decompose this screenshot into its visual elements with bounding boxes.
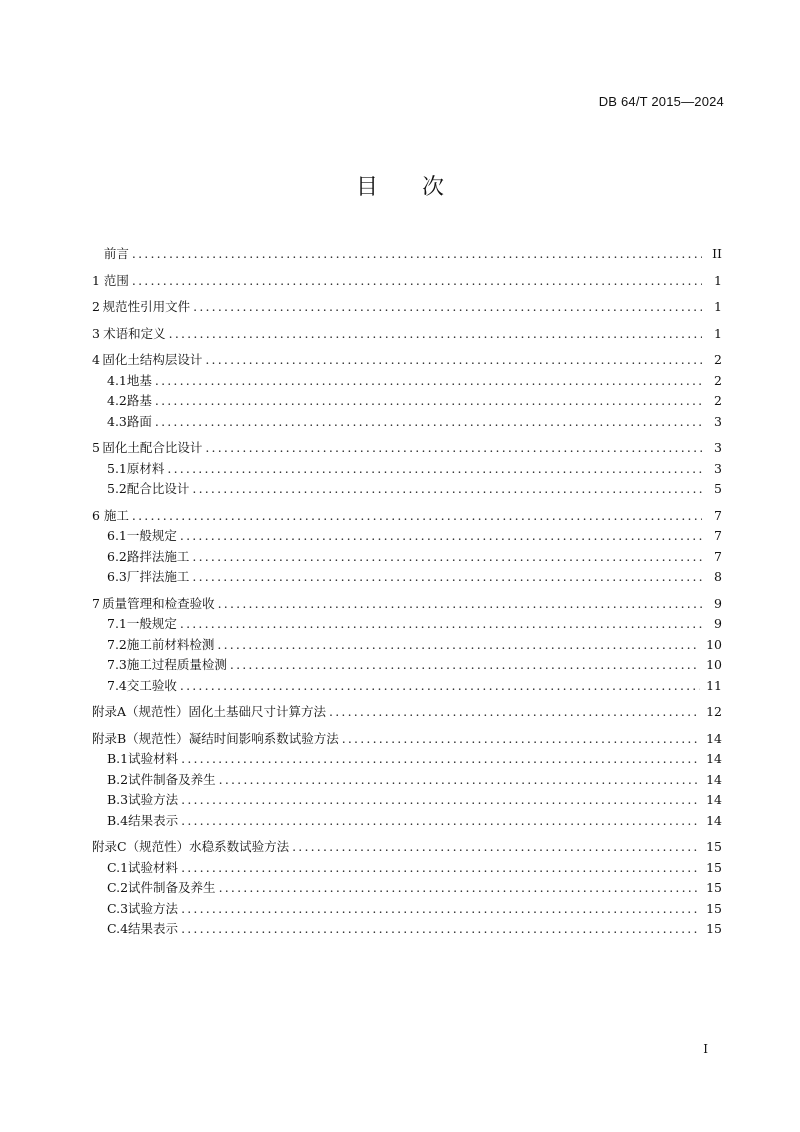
toc-entry-number: 2 xyxy=(92,299,100,314)
toc-entry-title: 厂拌法施工 xyxy=(126,569,190,584)
toc-entry-page: 15 xyxy=(706,900,722,916)
toc-entry-number: 7.1 xyxy=(107,616,127,631)
toc-entry-number: 6.2 xyxy=(107,548,127,564)
page-title-char: 目 xyxy=(355,175,378,200)
dot-leader xyxy=(230,655,700,676)
toc-entry-page: 15 xyxy=(706,859,722,875)
dot-leader xyxy=(180,676,700,697)
toc-entry-number: B.1 xyxy=(107,751,129,766)
toc-entry-title: 凝结时间影响系数试验方法 xyxy=(188,730,339,746)
dot-leader xyxy=(132,271,702,292)
dot-leader xyxy=(181,858,700,879)
toc-entry-title: 质量管理和检查验收 xyxy=(102,595,215,611)
toc-entry-title: 结果表示 xyxy=(128,812,179,828)
toc-entry-title: 固化土基础尺寸计算方法 xyxy=(188,704,327,719)
toc-entry-title: 一般规定 xyxy=(126,616,177,631)
toc-entry[interactable] xyxy=(92,459,722,480)
page-title-char: 次 xyxy=(422,175,445,200)
toc-entry[interactable] xyxy=(92,244,722,265)
toc-entry[interactable] xyxy=(92,526,722,547)
toc-entry[interactable] xyxy=(92,350,722,371)
toc-entry[interactable] xyxy=(92,858,722,879)
toc-entry-page: 12 xyxy=(706,704,722,719)
toc-entry-page: 7 xyxy=(714,548,722,564)
toc-entry-title: 施工 xyxy=(103,507,129,523)
dot-leader xyxy=(192,479,702,500)
toc-entry-title: 术语和定义 xyxy=(103,325,166,341)
toc-entry-page: 14 xyxy=(706,730,722,746)
toc-entry-page: 1 xyxy=(714,272,722,288)
toc-entry-page: 2 xyxy=(714,372,722,388)
toc-entry-title: 配合比设计 xyxy=(126,481,190,496)
toc-entry[interactable] xyxy=(92,878,722,899)
toc-entry-number: 4.3 xyxy=(107,413,127,429)
toc-entry-title: 试件制备及养生 xyxy=(128,880,216,895)
dot-leader xyxy=(205,438,702,459)
toc-entry-number: 5 xyxy=(92,440,100,455)
dot-leader xyxy=(219,770,700,791)
toc-entry-page: 14 xyxy=(706,751,722,766)
dot-leader xyxy=(181,749,700,770)
toc-entry-title: 前言 xyxy=(103,246,129,261)
toc-entry-page: 3 xyxy=(714,460,722,476)
toc-entry[interactable] xyxy=(92,729,722,750)
page-title xyxy=(0,170,800,201)
toc-entry-number: 6 xyxy=(92,507,100,523)
toc-entry-title: 路拌法施工 xyxy=(126,548,190,564)
dot-leader xyxy=(181,790,700,811)
toc-entry-number: 4.2 xyxy=(107,393,127,408)
dot-leader xyxy=(169,324,702,345)
toc-entry-page: 15 xyxy=(706,880,722,895)
toc-entry[interactable] xyxy=(92,391,722,412)
toc-entry-number: 7.3 xyxy=(107,657,127,672)
toc-entry[interactable] xyxy=(92,324,722,345)
toc-entry-page: 14 xyxy=(706,771,722,787)
dot-leader xyxy=(205,350,702,371)
toc-entry-page: 2 xyxy=(714,393,722,408)
toc-entry-title: 路基 xyxy=(126,393,152,408)
toc-entry[interactable] xyxy=(92,271,722,292)
toc-entry-number: 6.3 xyxy=(107,569,127,584)
toc-entry-title: 原材料 xyxy=(126,460,165,476)
toc-entry-number: B.2 xyxy=(107,771,129,787)
toc-entry-title: 固化土配合比设计 xyxy=(102,440,203,455)
dot-leader xyxy=(292,837,700,858)
toc-entry-title: 施工过程质量检测 xyxy=(126,657,227,672)
toc-entry-page: 3 xyxy=(714,413,722,429)
toc-entry-number: 5.2 xyxy=(107,481,127,496)
toc-entry-number: 附录C（规范性） xyxy=(92,839,190,854)
dot-leader xyxy=(329,702,700,723)
toc-entry-number: 5.1 xyxy=(107,460,127,476)
toc-entry-page: 11 xyxy=(706,677,722,693)
toc-entry-number: C.3 xyxy=(107,900,129,916)
toc-entry-page: 7 xyxy=(714,528,722,543)
toc-entry[interactable] xyxy=(92,702,722,723)
dot-leader xyxy=(180,614,702,635)
toc-entry[interactable] xyxy=(92,479,722,500)
toc-entry[interactable] xyxy=(92,837,722,858)
toc-entry-title: 规范性引用文件 xyxy=(102,299,191,314)
toc-entry[interactable] xyxy=(92,297,722,318)
toc-entry[interactable] xyxy=(92,811,722,832)
dot-leader xyxy=(155,371,702,392)
toc-entry-number: 3 xyxy=(92,325,100,341)
toc-entry-page: 3 xyxy=(714,440,722,455)
dot-leader xyxy=(342,729,700,750)
toc-entry[interactable] xyxy=(92,547,722,568)
toc-entry-number: 附录A（规范性） xyxy=(92,704,189,719)
toc-entry[interactable] xyxy=(92,655,722,676)
toc-entry[interactable] xyxy=(92,676,722,697)
toc-entry-number: 4 xyxy=(92,352,100,367)
toc-entry-page: 1 xyxy=(714,325,722,341)
standard-number: DB 64/T 2015—2024 xyxy=(598,94,724,109)
toc-entry-title: 试验方法 xyxy=(128,792,179,807)
toc-entry-page: 8 xyxy=(714,569,722,584)
toc-entry[interactable] xyxy=(92,567,722,588)
dot-leader xyxy=(155,412,702,433)
dot-leader xyxy=(181,899,700,920)
toc-entry-number: 7.4 xyxy=(107,677,127,693)
dot-leader xyxy=(167,459,702,480)
toc-entry-page: 7 xyxy=(714,507,722,523)
toc-entry-number: 附录B（规范性） xyxy=(92,730,189,746)
toc-entry-page: 10 xyxy=(706,657,722,672)
dot-leader xyxy=(192,567,702,588)
toc-entry-title: 试件制备及养生 xyxy=(128,771,216,787)
toc-entry-title: 固化土结构层设计 xyxy=(102,352,203,367)
toc-entry[interactable] xyxy=(92,614,722,635)
toc-entry-number: C.2 xyxy=(107,880,129,895)
toc-entry-page: 14 xyxy=(706,792,722,807)
toc-entry-number: 1 xyxy=(92,272,100,288)
toc-entry-number: 7 xyxy=(92,595,100,611)
toc-entry-number: C.1 xyxy=(107,859,129,875)
toc-entry-number: C.4 xyxy=(107,921,129,936)
toc-entry[interactable] xyxy=(92,635,722,656)
toc-entry-title: 范围 xyxy=(103,272,129,288)
dot-leader xyxy=(218,594,702,615)
toc-entry-title: 结果表示 xyxy=(128,921,179,936)
dot-leader xyxy=(180,526,702,547)
dot-leader xyxy=(193,297,702,318)
toc-entry-title: 水稳系数试验方法 xyxy=(189,839,290,854)
toc-entry-title: 试验方法 xyxy=(128,900,179,916)
toc-entry-page: 2 xyxy=(714,352,722,367)
toc-entry-page: 9 xyxy=(714,616,722,631)
toc-entry-number: 7.2 xyxy=(107,636,127,652)
dot-leader xyxy=(155,391,702,412)
toc-entry[interactable] xyxy=(92,438,722,459)
toc-entry-page: 1 xyxy=(714,299,722,314)
toc-entry-title: 施工前材料检测 xyxy=(126,636,215,652)
dot-leader xyxy=(132,506,702,527)
toc-entry-page: 15 xyxy=(706,921,722,936)
toc-entry[interactable] xyxy=(92,899,722,920)
toc-entry-title: 试验材料 xyxy=(128,859,179,875)
dot-leader xyxy=(132,244,702,265)
toc-entry[interactable] xyxy=(92,749,722,770)
table-of-contents xyxy=(92,244,722,940)
toc-entry[interactable] xyxy=(92,594,722,615)
toc-entry[interactable] xyxy=(92,506,722,527)
dot-leader xyxy=(192,547,702,568)
toc-entry[interactable] xyxy=(92,371,722,392)
toc-entry[interactable] xyxy=(92,770,722,791)
toc-entry-number: 4.1 xyxy=(107,372,127,388)
toc-entry-number: B.4 xyxy=(107,812,129,828)
dot-leader xyxy=(217,635,700,656)
dot-leader xyxy=(181,919,700,940)
toc-entry-page: 15 xyxy=(706,839,722,854)
toc-entry[interactable] xyxy=(92,790,722,811)
toc-entry-title: 路面 xyxy=(126,413,152,429)
page-number: I xyxy=(703,1042,708,1056)
toc-entry-page: 9 xyxy=(714,595,722,611)
toc-entry-title: 交工验收 xyxy=(126,677,177,693)
toc-entry-number: B.3 xyxy=(107,792,129,807)
toc-entry-page: 10 xyxy=(706,636,722,652)
toc-entry[interactable] xyxy=(92,412,722,433)
dot-leader xyxy=(181,811,700,832)
toc-entry-title: 一般规定 xyxy=(126,528,177,543)
toc-entry-title: 地基 xyxy=(126,372,152,388)
toc-entry-page: II xyxy=(712,246,722,261)
toc-entry-page: 14 xyxy=(706,812,722,828)
dot-leader xyxy=(219,878,701,899)
toc-entry-number: 6.1 xyxy=(107,528,127,543)
toc-entry-title: 试验材料 xyxy=(128,751,179,766)
toc-entry-page: 5 xyxy=(714,481,722,496)
toc-entry[interactable] xyxy=(92,919,722,940)
